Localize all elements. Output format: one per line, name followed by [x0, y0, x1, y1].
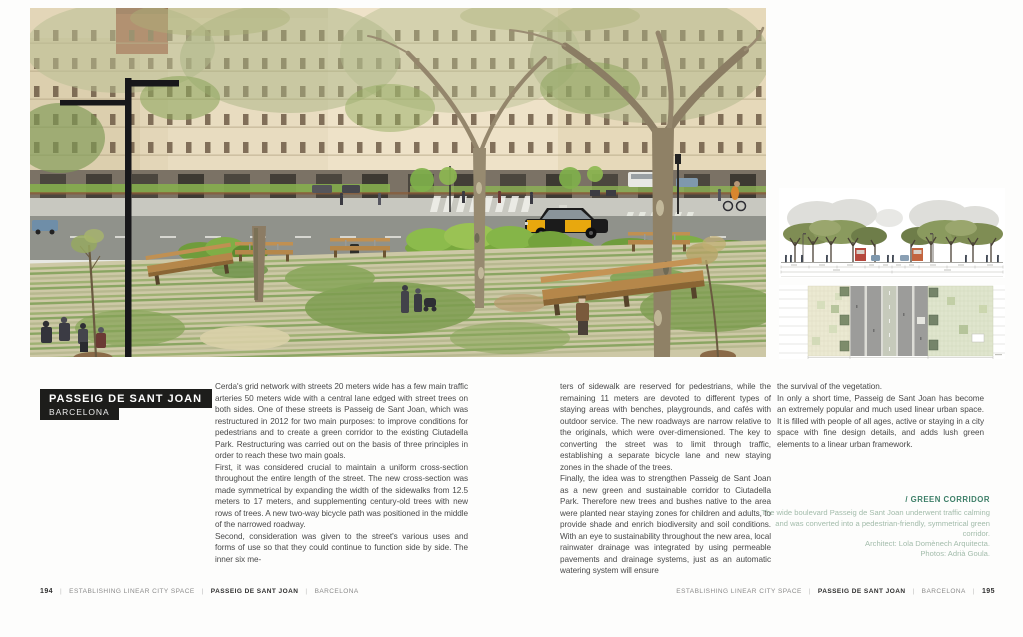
page-number: 195: [981, 588, 995, 595]
caption-heading: / GREEN CORRIDOR: [905, 495, 990, 504]
caption-body: The wide boulevard Passeig de Sant Joan underwent traffic calming and was converted into a pedestrian-friendly, symmetrical green corridor.: [761, 508, 990, 538]
car-on-road: [32, 220, 58, 231]
separator: |: [912, 588, 915, 595]
paragraph: Cerda's grid network with streets 20 meters wide has a few main traffic arteries 50 meters wide with a central lane edged with street trees on both sides. One of these streets is Passeig de Sant Joan, which was restructured in 2012 for two main purposes: to improve conditions for pedestrians and to create a green corridor to the existing Ciutadella Park. Restructuring was carried out on the basis of three principles in order to reach these two main goals.: [215, 382, 468, 460]
street-photo-illustration: [30, 8, 766, 357]
page-title: PASSEIG DE SANT JOAN: [40, 389, 212, 408]
left-sidewalk: [808, 286, 850, 356]
paragraph: First, it was considered crucial to maintain a uniform cross-section throughout the entire length of the street. The new cross-section was made symmetrical by expanding the width of the sidewalks from 12.5 meters to 17 meters, and supplementing century-old trees with new rows of trees. A new two-way bicycle path was positioned in the middle of the narrowed roadway.: [215, 462, 468, 529]
caption-architect: Architect: Lola Domènech Arquitecta.: [865, 539, 990, 549]
paragraph: the survival of the vegetation.: [777, 382, 882, 391]
text-column-3: [777, 381, 984, 450]
roadway: [850, 286, 928, 356]
paragraph: Finally, the idea was to strengthen Passeig de Sant Joan as a new green and sustainable corridor to Ciutadella Park. Therefore new trees and bushes native to the area were planted near staying zones for children and adults, to provide shade and enrich biodiversity and soil conditions. With an eye to sustainability throughout the new area, local rainwater drainage was integrated by using permeable pavements and drainage systems, just as an automatic watering system will ensure: [560, 474, 771, 575]
right-sidewalk: [928, 286, 993, 356]
footer-project: PASSEIG DE SANT JOAN: [210, 588, 299, 595]
footer-city: BARCELONA: [921, 588, 966, 595]
footer-left: [40, 588, 359, 595]
separator: |: [201, 588, 204, 595]
page-subtitle: BARCELONA: [40, 407, 119, 420]
separator: |: [808, 588, 811, 595]
plan-diagram: [779, 285, 1005, 359]
paragraph: Second, consideration was given to the street's various uses and forms of use so that they could continue to function side by side. The inner six me-: [215, 531, 468, 564]
cross-section-diagram: [779, 188, 1005, 278]
street-photo: [30, 8, 766, 357]
dimension-label: [995, 354, 1002, 355]
footer-series: ESTABLISHING LINEAR CITY SPACE: [69, 588, 195, 595]
paragraph: In only a short time, Passeig de Sant Joan has become an extremely popular and much used linear urban space. It is filled with people of all ages, active or staying in a city space with fine design details, and adds lush green elements to a linear urban framework.: [777, 393, 984, 449]
text-column-1: [215, 381, 468, 565]
lawn-strip: [30, 184, 390, 193]
blue-car: [676, 178, 698, 187]
project-caption: [758, 495, 990, 560]
page-number: 194: [40, 588, 54, 595]
plan-drawing: [779, 285, 1005, 359]
separator: |: [972, 588, 975, 595]
text-column-2: [560, 381, 771, 577]
taxi-roof-sign: [559, 205, 567, 208]
separator: |: [60, 588, 63, 595]
separator: |: [305, 588, 308, 595]
tree-pit: [929, 288, 938, 297]
road-marking: [917, 317, 925, 324]
footer-series: ESTABLISHING LINEAR CITY SPACE: [676, 588, 802, 595]
footer-right: [676, 588, 995, 595]
footer-city: BARCELONA: [314, 588, 359, 595]
tree-pit: [840, 287, 849, 296]
footer-project: PASSEIG DE SANT JOAN: [817, 588, 906, 595]
caption-photos: Photos: Adrià Goula.: [920, 549, 990, 559]
cross-section-drawing: [779, 188, 1005, 278]
paragraph: ters of sidewalk are reserved for pedestrians, while the remaining 11 meters are devoted to different types of staying areas with benches, playgrounds, and cafés with outdoor service. The new roadways are narrow relative to the originals, which were over-dimensioned. The key to converting the street was to limit through traffic, establishing a separate bicycle lane and new staying zones in the shade of the trees.: [560, 382, 771, 472]
plan-label-box: [972, 334, 984, 342]
title-block: [40, 389, 212, 420]
